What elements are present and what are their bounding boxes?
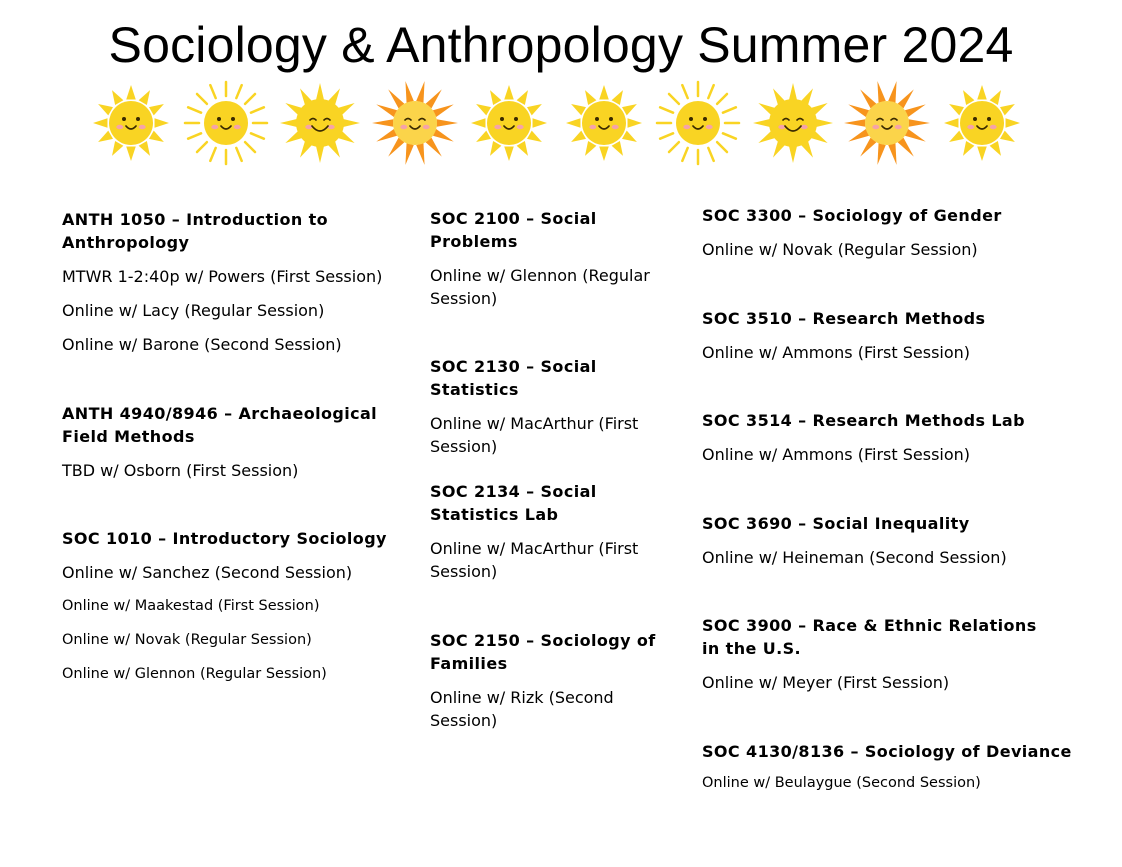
- course-soc-3300: [702, 204, 1102, 261]
- smiling-sun-icon: [937, 78, 1027, 168]
- smiling-sun-icon: [559, 78, 649, 168]
- course-section: Online w/ Glennon (Regular Session): [430, 266, 650, 308]
- course-soc-2130: [430, 355, 690, 458]
- course-soc-2150: [430, 629, 670, 732]
- sun-decoration-row: [86, 78, 1026, 174]
- course-title: SOC 3510 – Research Methods: [702, 309, 986, 328]
- course-soc-2100: [430, 207, 670, 310]
- smiling-sun-icon: [275, 78, 365, 168]
- smiling-sun-icon: [181, 78, 271, 168]
- course-title: SOC 1010 – Introductory Sociology: [62, 529, 387, 548]
- course-section: Online w/ Glennon (Regular Session): [62, 666, 327, 682]
- course-title: SOC 3514 – Research Methods Lab: [702, 411, 1025, 430]
- smiling-sun-icon: [86, 78, 176, 168]
- course-section: Online w/ Novak (Regular Session): [62, 632, 312, 648]
- course-title: ANTH 4940/8946 – Archaeological Field Methods: [62, 404, 378, 446]
- course-section: MTWR 1-2:40p w/ Powers (First Session): [62, 267, 383, 286]
- course-soc-2134: [430, 480, 685, 583]
- smiling-sun-icon: [842, 78, 932, 168]
- course-section: TBD w/ Osborn (First Session): [62, 461, 299, 480]
- smiling-sun-icon: [653, 78, 743, 168]
- course-title: SOC 3900 – Race & Ethnic Relations in the U.S.: [702, 616, 1037, 658]
- course-section: Online w/ Novak (Regular Session): [702, 240, 978, 259]
- course-section: Online w/ Barone (Second Session): [62, 335, 342, 354]
- course-soc-3510: [702, 307, 1102, 364]
- course-section: Online w/ Lacy (Regular Session): [62, 301, 325, 320]
- course-anth-4940: [62, 402, 392, 482]
- course-title: SOC 3690 – Social Inequality: [702, 514, 970, 533]
- course-section: Online w/ Rizk (Second Session): [430, 688, 614, 730]
- smiling-sun-icon: [464, 78, 554, 168]
- course-section: Online w/ Ammons (First Session): [702, 445, 971, 464]
- course-section: Online w/ Maakestad (First Session): [62, 598, 320, 614]
- course-title: SOC 2134 – Social Statistics Lab: [430, 482, 597, 524]
- course-section: Online w/ Heineman (Second Session): [702, 548, 1007, 567]
- course-title: SOC 2150 – Sociology of Families: [430, 631, 656, 673]
- course-soc-3690: [702, 512, 1102, 569]
- course-section: Online w/ Ammons (First Session): [702, 343, 971, 362]
- course-section: Online w/ Sanchez (Second Session): [62, 563, 353, 582]
- smiling-sun-icon: [748, 78, 838, 168]
- course-soc-4130: [702, 740, 1102, 795]
- page-title: Sociology & Anthropology Summer 2024: [108, 17, 1014, 73]
- course-title: SOC 3300 – Sociology of Gender: [702, 206, 1002, 225]
- course-section: Online w/ Meyer (First Session): [702, 673, 950, 692]
- course-title: SOC 2100 – Social Problems: [430, 209, 597, 251]
- course-section: Online w/ MacArthur (First Session): [430, 414, 639, 456]
- course-anth-1050: [62, 208, 407, 356]
- course-title: SOC 4130/8136 – Sociology of Deviance: [702, 742, 1072, 761]
- course-soc-3514: [702, 409, 1102, 466]
- course-title: ANTH 1050 – Introduction to Anthropology: [62, 210, 329, 252]
- course-soc-3900: [702, 614, 1052, 694]
- course-title: SOC 2130 – Social Statistics: [430, 357, 597, 399]
- course-section: Online w/ Beulaygue (Second Session): [702, 775, 981, 791]
- course-section: Online w/ MacArthur (First Session): [430, 539, 639, 581]
- course-soc-1010: [62, 527, 407, 686]
- smiling-sun-icon: [370, 78, 460, 168]
